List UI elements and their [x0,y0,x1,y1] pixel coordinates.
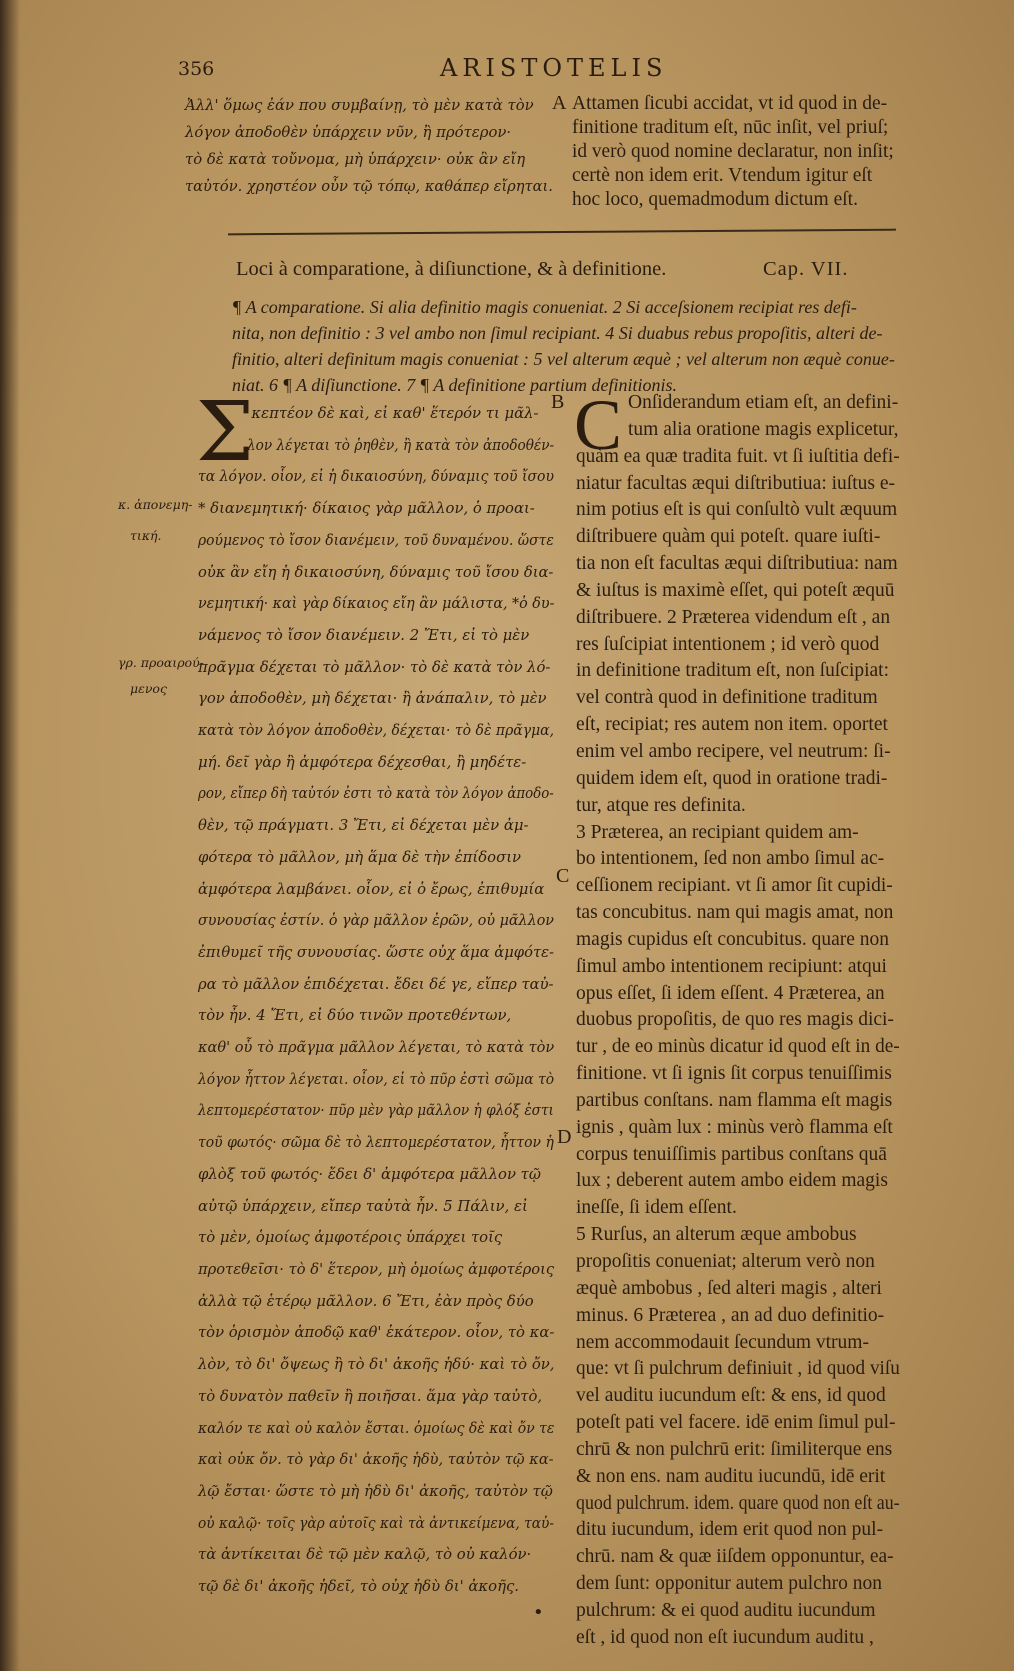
greek-line: καθ' οὗ τὸ πρᾶγμα μᾶλλον λέγεται, τὸ κατὰ τὸν [198,1038,555,1057]
greek-line: ταὐτόν. χρηστέον οὖν τῷ τόπῳ, καθάπερ εἴρηται. [185,177,553,195]
margin-note: τική. [130,528,162,543]
margin-note: μενος [130,681,167,696]
latin-line: chrū. nam & quæ iiſdem opponuntur, ea- [576,1546,894,1568]
margin-letter-a: A [552,92,567,114]
latin-line: tur , de eo minùs dicatur id quod eſt in de- [576,1036,900,1058]
greek-line: φότερα τὸ μᾶλλον, μὴ ἅμα δὲ τὴν ἐπίδοσιν [198,847,522,866]
latin-line: diſtribuere. 2 Præterea videndum eſt , an [576,606,891,628]
greek-line: ἀλλὰ τῷ ἑτέρῳ μᾶλλον. 6 Ἔτι, ἐὰν πρὸς δύο [198,1291,534,1310]
latin-line: Attamen ſicubi accidat, vt id quod in de- [572,93,888,114]
latin-line: poteſt pati vel facere. idē enim ſimul pul- [576,1412,896,1434]
latin-line: finitione traditum eſt, nūc inſit, vel priuſ; [572,117,889,138]
latin-line: ineſſe, ſi idem eſſent. [576,1197,737,1219]
chapter-summary [232,294,897,398]
margin-letter-d: D [557,1126,572,1148]
summary-line: ¶ A comparatione. Si alia definitio magis conueniat. 2 Si acceſsionem recipiat res defi- [232,297,857,317]
summary-line: niat. 6 ¶ A diſiunctione. 7 ¶ A definitione partium definitionis. [232,375,677,395]
greek-line: αὐτῷ ὑπάρχειν, εἴπερ ταὐτὰ ἦν. 5 Πάλιν, εἰ [198,1196,528,1215]
latin-line: opus eſſet, ſi idem eſſent. 4 Præterea, an [576,982,885,1004]
footer-mark: • [533,1602,544,1623]
greek-line: ἀμφότερα λαμβάνει. οἷον, εἰ ὁ ἔρως, ἐπιθυμία [198,879,545,898]
greek-line: οὐκ ἂν εἴη ἡ δικαιοσύνη, δύναμις τοῦ ἴσου δια- [198,562,554,581]
greek-line: καλόν τε καὶ οὐ καλὸν ἔσται. ὁμοίως δὲ καὶ ὄν τε [198,1418,555,1437]
latin-line: 5 Rurſus, an alterum æque ambobus [576,1224,857,1246]
latin-initial-c: C [574,385,623,465]
latin-line: enim vel ambo recipere, vel neutrum: ſi- [576,740,891,762]
latin-line: eſt, recipiat; res autem non item. oportet [576,714,888,736]
greek-line: λεπτομερέστατον· πῦρ μὲν γὰρ μᾶλλον ἡ φλόξ ἐστι [198,1101,554,1120]
greek-line: τὸ δυνατὸν παθεῖν ἢ ποιῆσαι. ἅμα γὰρ ταὐτὸ, [198,1386,543,1405]
latin-line: minus. 6 Præterea , an ad duo definitio- [576,1304,885,1326]
greek-line: οὐ καλῷ· τοῖς γὰρ αὐτοῖς καὶ τὰ ἀντικείμενα, ταὐ- [198,1513,554,1532]
latin-main-column [574,385,900,1652]
summary-line: nita, non definitio : 3 vel ambo non ſimul recipiant. 4 Si duabus rebus propoſitis, alteri de- [232,323,883,343]
top-greek-block [185,92,557,200]
latin-line: Onſiderandum etiam eſt, an defini- [628,392,899,413]
greek-line: κεπτέον δὲ καὶ, εἰ καθ' ἕτερόν τι μᾶλ- [251,404,539,422]
greek-initial-sigma: Σ [196,385,254,480]
greek-line: πρᾶγμα δέχεται τὸ μᾶλλον· τὸ δὲ κατὰ τὸν λό- [198,657,551,676]
latin-line: nem accommodauit ſecundum vtrum- [576,1331,869,1353]
latin-line: & iuſtus is maximè eſſet, qui poteſt æquū [576,579,895,601]
margin-letter-c: C [556,865,570,887]
latin-line: finitione. vt ſi ignis ſit corpus tenuiſſimis [576,1063,892,1085]
chapter-title: Loci à comparatione, à diſiunctione, & à definitione. [236,258,667,280]
greek-line: νεμητική· καὶ γὰρ δίκαιος εἴη ἂν μάλιστα, *ὁ δυ- [198,594,555,613]
greek-line: γον ἀποδοθὲν, μὴ δέχεται· ἢ ἀνάπαλιν, τὸ μὲν [198,689,547,708]
greek-line: ρον, εἴπερ δὴ ταὐτόν ἐστι τὸ κατὰ τὸν λόγον ἀποδο- [198,784,554,803]
greek-line: λον λέγεται τὸ ῥηθὲν, ἢ κατὰ τὸν ἀποδοθέν- [247,435,555,454]
latin-line: hoc loco, quemadmodum dictum eſt. [572,189,858,210]
greek-line: τοῦ φωτός· σῶμα δὲ τὸ λεπτομερέστατον, ἧττον ἡ [198,1133,554,1152]
greek-line: λόγον ἧττον λέγεται. οἷον, εἰ τὸ πῦρ ἐστὶ σῶμα τὸ [198,1069,555,1088]
latin-line: que: vt ſi pulchrum definiuit , id quod viſu [576,1358,900,1380]
latin-line: diſtribuere quàm qui poteſt. quare iuſti- [576,526,881,548]
summary-line: finitio, alteri definitum magis conueniat : 5 vel alterum æquè ; vel alterum non æquè conue- [232,349,895,369]
latin-line: tum alia oratione magis explicetur, [628,418,899,440]
running-head: ARISTOTELIS [440,54,668,82]
latin-line: lux ; deberent autem ambo eidem magis [576,1170,888,1192]
latin-line: magis cupidus eſt concubitus. quare non [576,928,890,950]
latin-line: duobus propoſitis, de quo res magis dici- [576,1009,894,1031]
latin-line: chrū & non pulchrū erit: ſimiliterque ens [576,1438,893,1460]
latin-line: pulchrum: & ei quod auditu iucundum [576,1599,876,1621]
latin-line: vel auditu iucundum eſt: & ens, id quod [576,1385,886,1407]
greek-line: τὰ ἀντίκειται δὲ τῷ μὲν καλῷ, τὸ οὐ καλόν· [198,1545,532,1564]
latin-line: ditu iucundum, idem erit quod non pul- [576,1519,884,1541]
latin-line: eſt , id quod non eſt iucundum auditu , [576,1626,874,1648]
latin-line: corpus tenuiſſimis partibus conſtans quā [576,1143,887,1165]
latin-line: ceſſionem recipiant. vt ſi amor ſit cupidi- [576,875,893,897]
latin-line: nim potius eſt is qui conſultò vult æquum [576,499,898,521]
greek-line: τα λόγον. οἷον, εἰ ἡ δικαιοσύνη, δύναμις τοῦ ἴσου [198,467,554,486]
greek-line: Ἀλλ' ὅμως ἐάν που συμβαίνῃ, τὸ μὲν κατὰ τὸν [185,96,534,114]
greek-line: τῷ δὲ δι' ἀκοῆς ἡδεῖ, τὸ οὐχ ἡδὺ δι' ἀκοῆς. [198,1577,519,1596]
latin-line: tur, atque res definita. [576,794,746,816]
section-rule [228,229,896,236]
margin-note: κ. ἀπονεμη- [118,497,193,512]
latin-line: in definitione traditum eſt, non ſuſcipiat: [576,660,890,682]
greek-line: νάμενος τὸ ἴσον διανέμειν. 2 Ἔτι, εἰ τὸ μὲν [198,625,530,644]
latin-line: id verò quod nomine declaratur, non inſit; [572,141,894,162]
latin-line: certè non idem erit. Vtendum igitur eſt [572,165,873,186]
greek-line: ρούμενος τὸ ἴσον διανέμειν, τοῦ δυναμένου. ὥστε [198,530,554,549]
latin-line: tia non eſt facultas æqui diſtributiua: nam [576,553,898,575]
greek-line: μή. δεῖ γὰρ ἢ ἀμφότερα δέχεσθαι, ἢ μηδέτε- [198,752,527,771]
greek-line: συνουσίας ἐστίν. ὁ γὰρ μᾶλλον ἐρῶν, οὐ μᾶλλον [198,911,555,930]
page-edge-shadow [0,0,20,1671]
latin-line: quidem idem eſt, quod in oratione tradi- [576,767,888,789]
latin-line: dem ſunt: opponitur autem pulchro non [576,1573,882,1595]
greek-line: προτεθεῖσι· τὸ δ' ἕτερον, μὴ ὁμοίως ἀμφοτέροις [198,1259,555,1278]
greek-main-column [198,398,558,1603]
latin-line: ſimul ambo intentionem recipiunt: atqui [576,955,887,977]
greek-line: τὸ δὲ κατὰ τοὔνομα, μὴ ὑπάρχειν· οὐκ ἂν εἴη [185,150,526,168]
latin-line: quod pulchrum. idem. quare quod non eſt au- [576,1492,900,1514]
latin-line: æquè ambobus , ſed alteri magis , alteri [576,1277,882,1299]
margin-letter-b: B [551,391,565,413]
margin-note: γρ. προαιρού- [118,655,204,670]
greek-line: κατὰ τὸν λόγον ἀποδοθὲν, δέχεται· τὸ δὲ πρᾶγμα, [198,721,555,740]
greek-line: φλὸξ τοῦ φωτός· ἔδει δ' ἀμφότερα μᾶλλον τῷ [198,1164,541,1183]
latin-line: tas concubitus. nam qui magis amat, non [576,902,894,924]
latin-line: quàm ea quæ tradita fuit. vt ſi iuſtitia defi- [576,445,900,467]
greek-line: ρα τὸ μᾶλλον ἐπιδέχεται. ἔδει δέ γε, εἴπερ ταὐ- [198,974,554,993]
greek-line: τὸν ἦν. 4 Ἔτι, εἰ δύο τινῶν προτεθέντων, [198,1006,512,1025]
greek-line: λῷ ἔσται· ὥστε τὸ μὴ ἡδὺ δι' ἀκοῆς, ταὐτὸν τῷ [198,1481,553,1500]
greek-line: καὶ οὐκ ὄν. τὸ γὰρ δι' ἀκοῆς ἡδὺ, ταὐτὸν τῷ κα- [198,1450,554,1469]
greek-line: * διανεμητική· δίκαιος γὰρ μᾶλλον, ὁ προαι- [198,499,535,518]
latin-line: 3 Præterea, an recipiant quidem am- [576,821,859,843]
latin-line: propoſitis conueniat; alterum verò non [576,1251,875,1272]
greek-line: τὸν ὁρισμὸν ἀποδῷ καθ' ἑκάτερον. οἷον, τὸ κα- [198,1323,555,1342]
top-latin-block [572,92,892,212]
greek-line: λόγον ἀποδοθὲν ὑπάρχειν νῦν, ἢ πρότερον· [185,123,512,141]
greek-line: τὸ μὲν, ὁμοίως ἀμφοτέροις ὑπάρχει τοῖς [198,1228,503,1247]
latin-line: & non ens. nam auditu iucundū, idē erit [576,1465,886,1487]
latin-line: niatur facultas æqui diſtributiua: iuſtus e- [576,472,895,494]
latin-line: partibus conſtans. nam flamma eſt magis [576,1089,893,1111]
page-number: 356 [178,58,215,80]
latin-line: ignis , quàm lux : minùs verò flamma eſt [576,1116,893,1138]
greek-line: λὸν, τὸ δι' ὄψεως ἢ τὸ δι' ἀκοῆς ἡδύ· καὶ τὸ ὄν, [198,1355,555,1374]
latin-line: bo intentionem, ſed non ambo ſimul ac- [576,848,885,870]
greek-line: ἐπιθυμεῖ τῆς συνουσίας. ὥστε οὐχ ἅμα ἀμφότε- [198,942,554,961]
chapter-number: Cap. VII. [763,258,849,280]
greek-line: θὲν, τῷ πράγματι. 3 Ἔτι, εἰ δέχεται μὲν ἀμ- [198,816,529,835]
latin-line: vel contrà quod in definitione traditum [576,687,878,709]
latin-line: res ſuſcipiat intentionem ; id verò quod [576,633,880,655]
